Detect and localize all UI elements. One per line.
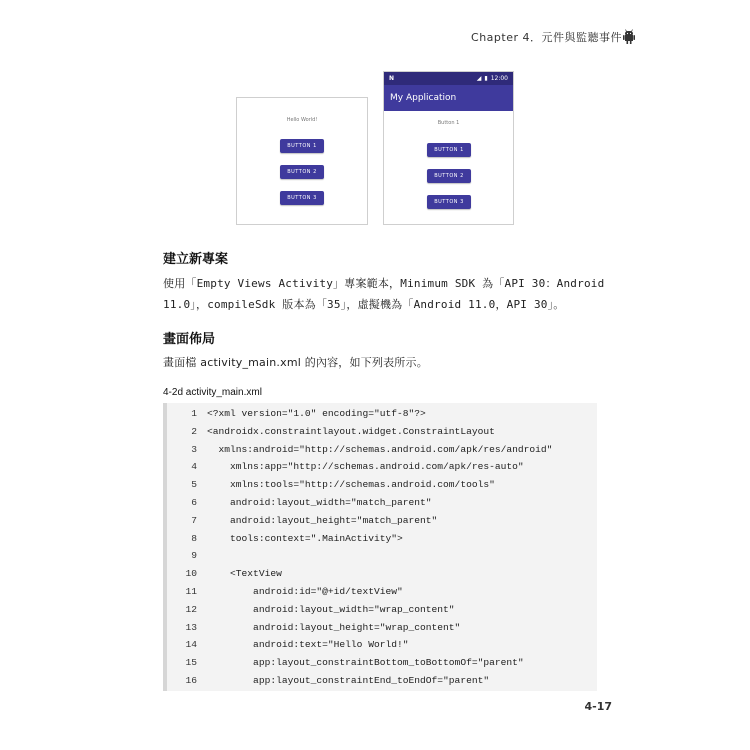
line-number: 9	[191, 550, 197, 562]
code-text: xmlns:app="http://schemas.android.com/apk/res-auto"	[207, 461, 524, 473]
code-text: <androidx.constraintlayout.widget.ConstraintLayout	[207, 425, 495, 437]
code-line	[167, 547, 207, 564]
status-time: 12:00	[490, 75, 508, 82]
line-number: 2	[191, 425, 197, 437]
battery-icon: ▮	[484, 75, 488, 82]
code-line	[167, 672, 489, 689]
code-text: android:layout_height="wrap_content"	[207, 621, 461, 633]
mock-hello-text: Hello World!	[286, 117, 318, 123]
code-line	[167, 405, 426, 422]
line-number: 16	[185, 675, 197, 686]
network-icon: N	[389, 75, 395, 82]
app-title: My Application	[390, 93, 457, 103]
code-text: xmlns:tools="http://schemas.android.com/tools"	[207, 479, 495, 491]
code-text: android:layout_height="match_parent"	[207, 514, 438, 526]
line-number: 10	[185, 568, 197, 580]
line-number: 14	[185, 639, 197, 651]
section-title-new-project: 建立新專案	[163, 252, 229, 267]
page-number: 4-17	[584, 700, 612, 713]
code-text: android:layout_width="match_parent"	[207, 497, 432, 508]
code-line	[167, 619, 460, 636]
app-button-2: BUTTON 2	[427, 169, 471, 183]
code-line	[167, 476, 495, 493]
code-line	[167, 654, 524, 671]
code-line	[167, 636, 409, 653]
code-line	[167, 423, 495, 440]
mock-status-text: Button 1	[437, 120, 460, 126]
layout-preview-plain	[236, 97, 368, 225]
code-line	[167, 583, 403, 600]
emulator-preview	[383, 71, 514, 225]
mock-button-2: BUTTON 2	[280, 165, 324, 179]
code-line	[167, 458, 524, 475]
code-listing	[163, 403, 597, 691]
code-text: android:layout_width="wrap_content"	[207, 603, 455, 615]
paragraph-line: 11.0」，compileSdk 版本為「35」，虛擬機為「Android 11.0，API 30」。	[163, 298, 565, 311]
code-text: app:layout_constraintEnd_toEndOf="parent"	[207, 675, 490, 686]
mock-button-1: BUTTON 1	[280, 139, 324, 153]
line-number: 1	[191, 408, 197, 419]
code-text: android:id="@+id/textView"	[207, 586, 403, 597]
android-robot-icon	[623, 26, 635, 44]
chapter-header: Chapter 4．元件與監聽事件	[471, 31, 622, 44]
code-line	[167, 512, 437, 529]
code-line	[167, 494, 432, 511]
line-number: 8	[191, 532, 197, 544]
listing-caption: 4-2d activity_main.xml	[163, 387, 262, 398]
code-line	[167, 565, 282, 582]
code-text: xmlns:android="http://schemas.android.com/apk/res/android"	[207, 443, 553, 455]
line-number: 11	[185, 586, 197, 597]
line-number: 4	[191, 461, 197, 473]
line-number: 6	[191, 497, 197, 508]
section-title-layout: 畫面佈局	[163, 332, 216, 347]
app-button-1: BUTTON 1	[427, 143, 471, 157]
code-line	[167, 441, 552, 458]
code-text: android:text="Hello World!"	[207, 639, 409, 651]
line-number: 7	[191, 514, 197, 526]
line-number: 12	[185, 603, 197, 615]
code-text: app:layout_constraintBottom_toBottomOf="parent"	[207, 657, 524, 669]
code-text: tools:context=".MainActivity">	[207, 532, 403, 544]
mock-button-3: BUTTON 3	[280, 191, 324, 205]
code-line	[167, 530, 403, 547]
status-bar	[384, 72, 513, 85]
paragraph-line: 畫面檔 activity_main.xml 的內容，如下列表所示。	[163, 356, 428, 369]
app-button-3: BUTTON 3	[427, 195, 471, 209]
paragraph-line: 使用「Empty Views Activity」專案範本，Minimum SDK 為「API 30：Android	[163, 277, 605, 290]
code-text: <?xml version="1.0" encoding="utf-8"?>	[207, 408, 426, 419]
line-number: 3	[191, 443, 197, 455]
code-text: <TextView	[207, 568, 282, 580]
line-number: 13	[185, 621, 197, 633]
code-line	[167, 601, 455, 618]
line-number: 5	[191, 479, 197, 491]
app-bar	[384, 85, 513, 111]
line-number: 15	[185, 657, 197, 669]
signal-icon: ◢	[476, 75, 482, 82]
